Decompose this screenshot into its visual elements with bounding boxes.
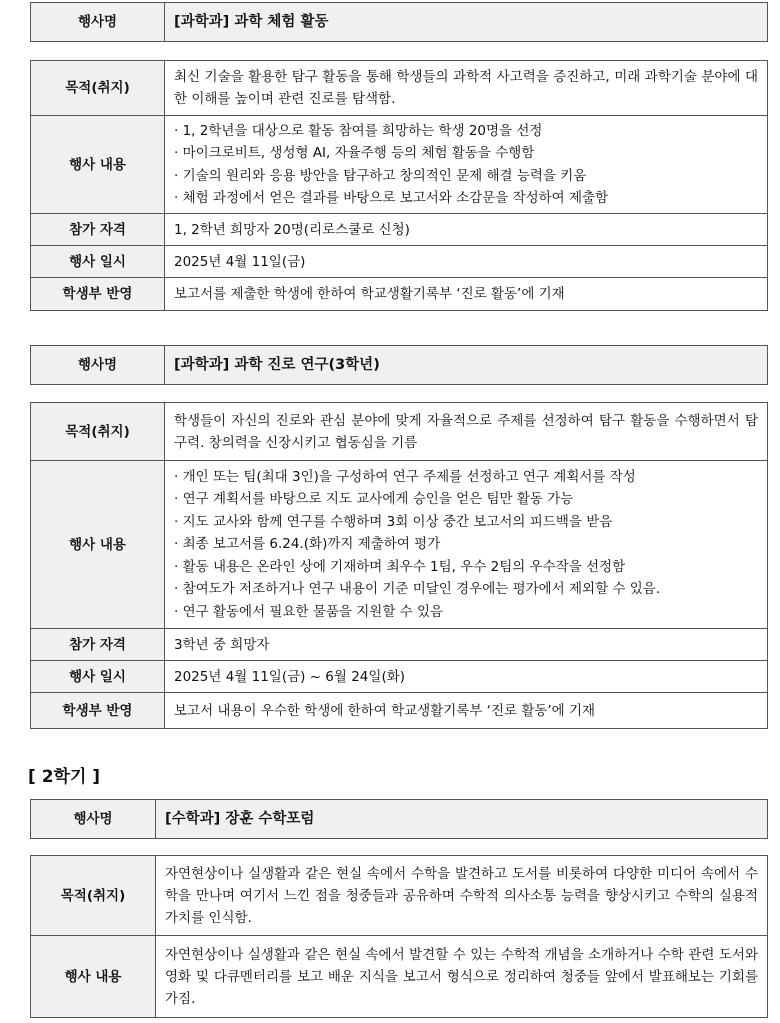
- event1-eligibility-label: 참가 자격: [31, 214, 165, 246]
- event3-detail-table: [30, 855, 768, 1018]
- event3-purpose-row: [31, 856, 768, 936]
- list-item: · 지도 교사와 함께 연구를 수행하며 3회 이상 중간 보고서의 피드백을 받음: [174, 513, 613, 530]
- event3-purpose-label: 목적(취지): [31, 856, 156, 936]
- event2-content-row: [31, 461, 768, 629]
- event1-record-label: 학생부 반영: [31, 278, 165, 311]
- event2-purpose-label: 목적(취지): [31, 403, 165, 461]
- event1-detail-table: [30, 60, 768, 311]
- event3-title: [수학과] 장훈 수학포럼: [156, 800, 768, 839]
- event1-date-row: [31, 246, 768, 278]
- event2-content-label: 행사 내용: [31, 461, 165, 629]
- event1-content-row: [31, 116, 768, 214]
- event2-date-row: [31, 661, 768, 693]
- event3-header-label: 행사명: [31, 800, 156, 839]
- event3-header-table: [30, 799, 768, 839]
- event2-content-list: [165, 461, 768, 629]
- list-item: · 최종 보고서를 6.24.(화)까지 제출하여 평가: [174, 536, 441, 553]
- event2-purpose-row: [31, 403, 768, 461]
- list-item: · 연구 활동에서 필요한 물품을 지원할 수 있음: [174, 603, 444, 620]
- list-item: · 체험 과정에서 얻은 결과를 바탕으로 보고서와 소감문을 작성하여 제출함: [174, 190, 609, 206]
- event2-record-label: 학생부 반영: [31, 693, 165, 729]
- event1-content-label: 행사 내용: [31, 116, 165, 214]
- event2-title: [과학과] 과학 진로 연구(3학년): [165, 346, 768, 385]
- event1-date-text: 2025년 4월 11일(금): [165, 246, 768, 278]
- event1-purpose-label: 목적(취지): [31, 61, 165, 116]
- event2-eligibility-row: [31, 629, 768, 661]
- list-item: · 1, 2학년을 대상으로 활동 참여를 희망하는 학생 20명을 선정: [174, 122, 543, 139]
- event3-content-label: 행사 내용: [31, 936, 156, 1018]
- list-item: · 연구 계획서를 바탕으로 지도 교사에게 승인을 얻은 팀만 활동 가능: [174, 491, 574, 508]
- event2-purpose-text: 학생들이 자신의 진로와 관심 분야에 맞게 자율적으로 주제를 선정하여 탐구 활동을 수행하면서 탐구력. 창의력을 신장시키고 협동심을 기름: [165, 403, 768, 461]
- list-item: · 개인 또는 팀(최대 3인)을 구성하여 연구 주제를 선정하고 연구 계획서를 작성: [174, 468, 636, 485]
- event1-header-label: 행사명: [31, 3, 165, 42]
- event2-eligibility-label: 참가 자격: [31, 629, 165, 661]
- list-item: · 활동 내용은 온라인 상에 기재하며 최우수 1팀, 우수 2팀의 우수작을 선정함: [174, 558, 626, 575]
- event1-eligibility-text: 1, 2학년 희망자 20명(리로스쿨로 신청): [165, 214, 768, 246]
- event3-content-text: 자연현상이나 실생활과 같은 현실 속에서 발견할 수 있는 수학적 개념을 소개하거나 수학 관련 도서와 영화 및 다큐멘터리를 보고 배운 지식을 보고서 형식으로 정리하여 청중들 앞에서 발표해보는 기회를 가짐.: [156, 936, 768, 1018]
- event2-date-text: 2025년 4월 11일(금) ~ 6월 24일(화): [165, 661, 768, 693]
- event2-header-table: [30, 345, 768, 385]
- event1-title: [과학과] 과학 체험 활동: [165, 3, 768, 42]
- event2-record-text: 보고서 내용이 우수한 학생에 한하여 학교생활기록부 ‘진로 활동’에 기재: [165, 693, 768, 729]
- event1-purpose-row: [31, 61, 768, 116]
- event1-header-table: [30, 2, 768, 42]
- event1-eligibility-row: [31, 214, 768, 246]
- event1-purpose-text: 최신 기술을 활용한 탐구 활동을 통해 학생들의 과학적 사고력을 증진하고, 미래 과학기술 분야에 대한 이해를 높이며 관련 진로를 탐색함.: [165, 61, 768, 116]
- event2-detail-table: [30, 402, 768, 729]
- event2-eligibility-text: 3학년 중 희망자: [165, 629, 768, 661]
- event1-date-label: 행사 일시: [31, 246, 165, 278]
- event3-content-row: [31, 936, 768, 1018]
- event2-record-row: [31, 693, 768, 729]
- event3-purpose-text: 자연현상이나 실생활과 같은 현실 속에서 수학을 발견하고 도서를 비롯하여 다양한 미디어 속에서 수학을 만나며 여기서 느낀 점을 청중들과 공유하며 수학적 의사소통 능력을 향상시키고 수학의 실용적 가치를 인식함.: [156, 856, 768, 936]
- event2-header-label: 행사명: [31, 346, 165, 385]
- semester-heading: [ 2학기 ]: [28, 767, 101, 787]
- event1-record-text: 보고서를 제출한 학생에 한하여 학교생활기록부 ‘진로 활동’에 기재: [165, 278, 768, 311]
- event1-record-row: [31, 278, 768, 311]
- list-item: · 기술의 원리와 응용 방안을 탐구하고 창의적인 문제 해결 능력을 키움: [174, 167, 587, 184]
- event2-date-label: 행사 일시: [31, 661, 165, 693]
- event1-content-list: [165, 116, 768, 214]
- list-item: · 마이크로비트, 생성형 AI, 자율주행 등의 체험 활동을 수행함: [174, 145, 535, 161]
- list-item: · 참여도가 저조하거나 연구 내용이 기준 미달인 경우에는 평가에서 제외할 수 있음.: [174, 581, 661, 598]
